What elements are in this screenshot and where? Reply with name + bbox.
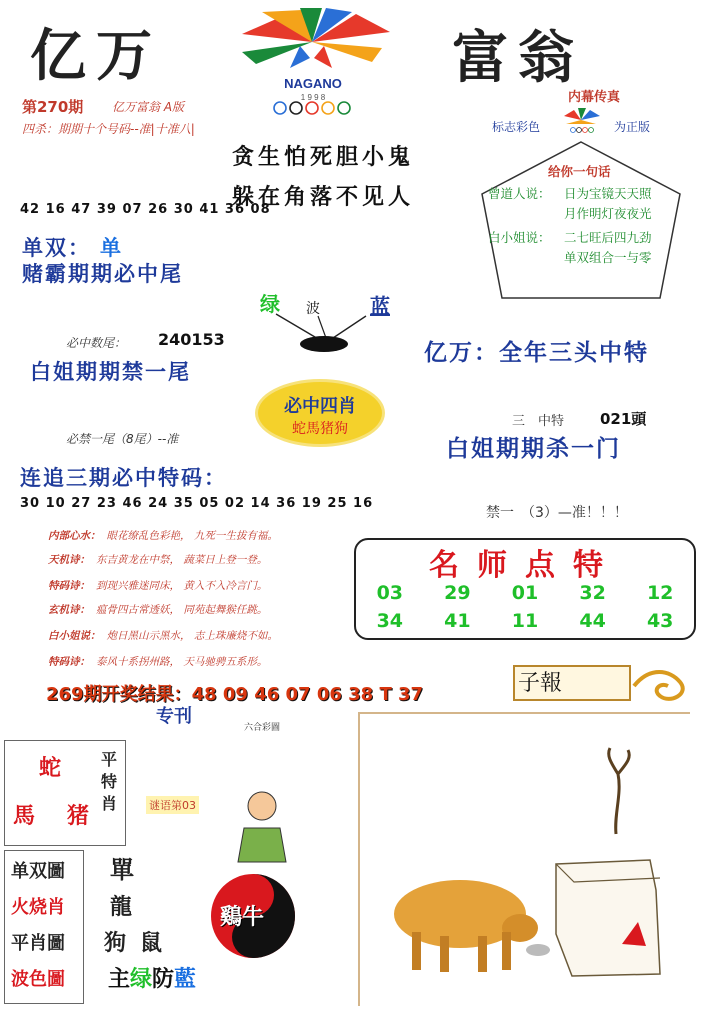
kill-gate: 白姐期期杀一门 — [446, 435, 621, 462]
four-zodiac-title: 必中四肖 — [284, 396, 356, 417]
animal-pig: 猪 — [67, 803, 90, 829]
must-tail-value: 240153 — [158, 330, 225, 349]
must-tail-label: 必中数尾： — [66, 336, 127, 350]
zi-bao-text: 子報 — [518, 671, 563, 696]
side-label-4: 波色圖 — [11, 969, 65, 990]
logo-wordmark: NAGANO — [284, 76, 342, 91]
side-label-2: 火烧肖 — [11, 897, 65, 918]
wave-label: 波 — [306, 301, 320, 317]
ban-tail-slogan: 白姐期期禁一尾 — [30, 359, 191, 384]
poem-key: 特码诗： — [48, 580, 90, 592]
column-dog: 狗 — [104, 930, 127, 956]
three-head-value: 021頭 — [600, 410, 647, 428]
dan-label: 單 — [110, 855, 134, 884]
logo-year: 1 9 9 8 — [300, 93, 326, 102]
poem-text: 眼花缭乱色彩艳， 九死一生拔有福。 — [106, 530, 278, 542]
poem-text: 瘟骨四古常透妖， 同苑起舞猴任跳。 — [96, 604, 268, 616]
vertical-title: 平特肖 — [101, 750, 118, 813]
quote-line-2: 月作明灯夜夜光 — [564, 206, 652, 221]
quote-line-1-who: 曾道人说： — [488, 186, 551, 201]
masthead-left: 亿万 — [30, 23, 162, 89]
poem-key: 天机诗： — [48, 554, 90, 566]
poem-text: 泰风十系拐州路， 天马驰骋五系形。 — [96, 656, 268, 668]
ban-one: 禁一 （3）—准！！！ — [486, 505, 628, 521]
famous-number: 34 — [376, 610, 404, 632]
famous-row-2 — [356, 610, 694, 632]
side-label-box — [4, 850, 84, 1004]
famous-number: 03 — [376, 582, 404, 604]
chase-numbers: 30 10 27 23 46 24 35 05 02 14 36 19 25 16 — [20, 496, 374, 511]
famous-number: 44 — [579, 610, 606, 632]
famous-number: 41 — [444, 610, 471, 632]
fax-left: 标志彩色 — [492, 120, 541, 134]
side-label-1: 单双圖 — [11, 861, 65, 882]
poem-row — [48, 552, 267, 567]
tail-slogan: 赌霸期期必中尾 — [22, 261, 183, 286]
special-sub: 六合彩圖 — [244, 723, 281, 733]
odd-even-value: 单 — [100, 235, 123, 260]
animal-snake: 蛇 — [39, 755, 62, 781]
fax-quote-panel — [476, 84, 686, 304]
poem-row — [48, 628, 278, 643]
color-guard: 防 — [152, 966, 175, 992]
chicken-ox-text: 鷄牛 — [220, 904, 265, 930]
fax-right: 为正版 — [614, 120, 651, 134]
zi-bao-banner — [510, 660, 700, 712]
poem-text: 炮日黑山示黑水， 志上珠廉烧不如。 — [106, 630, 278, 642]
poem-key: 白小姐说： — [48, 630, 101, 642]
verse-line-1: 贪生怕死胆小鬼 — [232, 144, 415, 170]
quote-line-4: 单双组合一与零 — [564, 250, 652, 265]
column-dragon: 龍 — [110, 894, 133, 920]
quote-line-1: 日为宝镜天天照 — [564, 186, 652, 201]
four-zodiac-animals: 蛇馬猪狗 — [292, 421, 348, 437]
wave-color-graphic — [256, 284, 392, 356]
flower-logo-icon — [208, 6, 418, 116]
poem-text: 东吉黄龙在中祭， 蔬菜日上登一登。 — [96, 554, 268, 566]
fax-title: 内幕传真 — [568, 90, 621, 105]
quote-head: 给你一句话 — [548, 164, 611, 179]
famous-number: 12 — [646, 582, 674, 604]
animal-horse: 馬 — [13, 803, 36, 829]
three-head-label: 三 中特 — [512, 414, 565, 429]
four-zodiac-badge — [258, 382, 382, 444]
famous-number: 43 — [646, 610, 674, 632]
famous-row-1 — [356, 582, 694, 604]
ox-scene-icon — [360, 714, 690, 1006]
numbers-top: 42 16 47 39 07 26 30 41 36 08 — [20, 202, 271, 217]
color-green: 绿 — [130, 966, 153, 992]
famous-number: 32 — [579, 582, 606, 604]
wave-green: 绿 — [260, 292, 280, 316]
famous-title: 名师点特 — [429, 548, 621, 583]
poem-key: 特码诗： — [48, 656, 90, 668]
guess-label: 谜语第03 — [146, 796, 199, 814]
ban-one-tail: 必禁一尾（8尾）--准 — [66, 432, 179, 446]
poem-row — [48, 578, 267, 593]
poem-key: 内部心水： — [48, 530, 101, 542]
chase-title: 连追三期必中特码： — [20, 465, 227, 490]
zodiac-box — [4, 740, 126, 846]
famous-number: 29 — [444, 582, 471, 604]
side-label-3: 平肖圖 — [11, 933, 65, 954]
wave-blue: 蓝 — [370, 294, 390, 318]
mini-logo-icon — [560, 106, 602, 134]
quote-line-3: 二七旺后四九劲 — [564, 230, 652, 245]
poem-row — [48, 654, 267, 669]
famous-teacher-box — [354, 538, 696, 640]
poem-row — [48, 602, 267, 617]
issue-number: 第270期 — [22, 98, 84, 116]
poem-row — [48, 528, 278, 543]
yiwan-slogan: 亿万：全年三头中特 — [424, 339, 649, 366]
issue-brand: 亿万富翁 A版 — [112, 100, 185, 114]
famous-number: 11 — [511, 610, 539, 632]
poem-key: 玄机诗： — [48, 604, 90, 616]
famous-number: 01 — [511, 582, 539, 604]
nagano-logo — [208, 6, 418, 116]
poem-text: 到现兴雅迷同床， 黄入不入冷言门。 — [96, 580, 268, 592]
issue-line: 四杀：期期十个号码--准|十准八| — [22, 122, 195, 136]
masthead-right: 富翁 — [452, 25, 584, 91]
verse-line-2: 躲在角落不见人 — [232, 184, 415, 210]
column-rat: 鼠 — [140, 930, 163, 956]
odd-even-label: 单双： — [22, 235, 91, 260]
cartoon-kid-icon — [228, 788, 298, 864]
color-main: 主 — [108, 966, 131, 992]
special-title: 专刊 — [156, 706, 192, 727]
chicken-ox-emblem — [208, 866, 298, 964]
color-blue: 藍 — [174, 966, 197, 992]
quote-line-3-who: 白小姐说： — [488, 230, 551, 245]
ox-picture — [358, 712, 690, 1006]
draw-result: 269期开奖结果：48 09 46 07 06 38 T 37 — [46, 684, 424, 705]
color-line — [108, 962, 196, 993]
